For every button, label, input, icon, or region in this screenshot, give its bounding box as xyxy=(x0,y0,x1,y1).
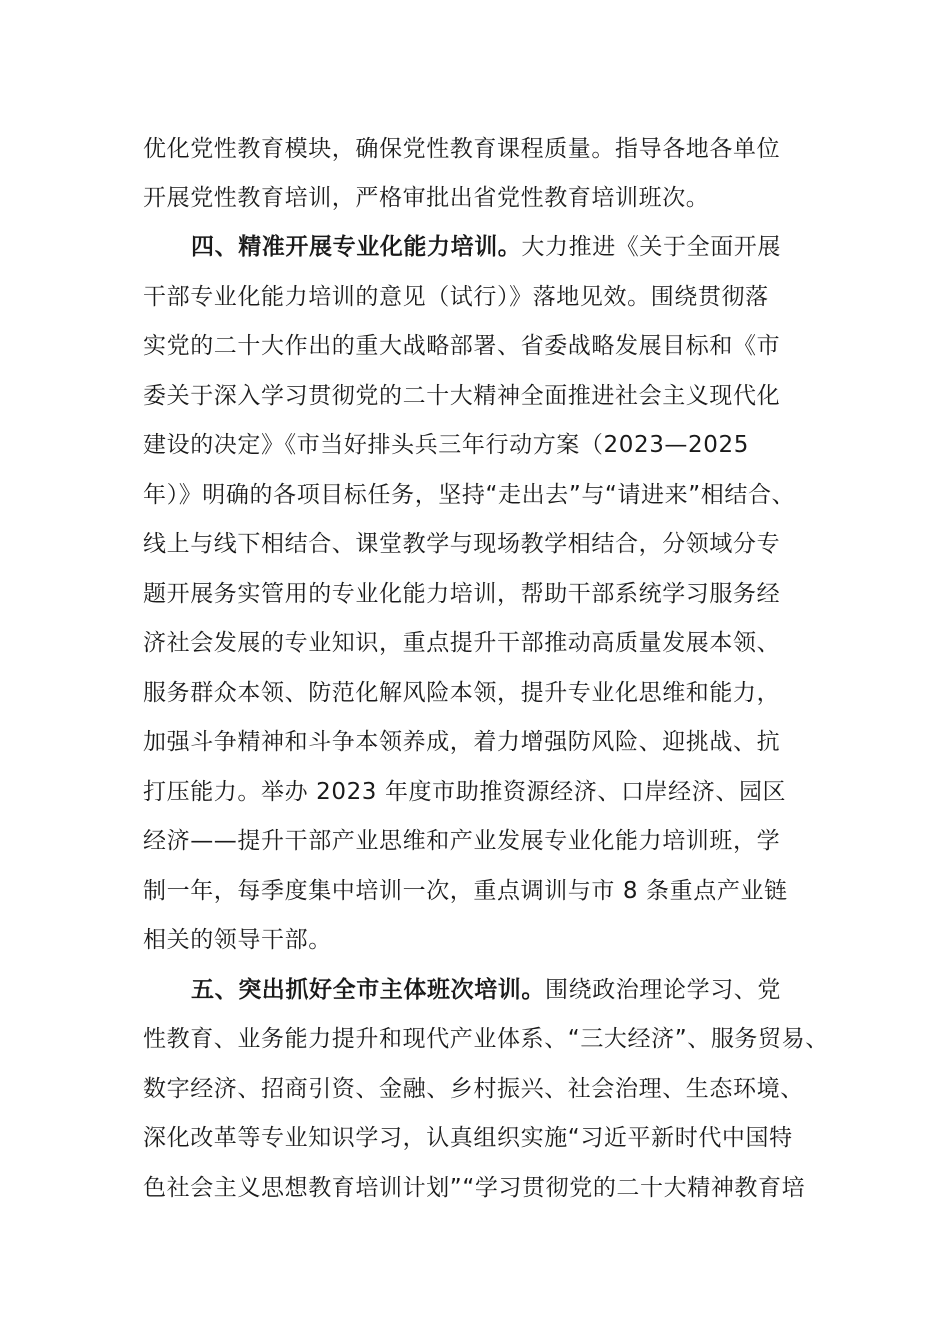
section-heading: 五、突出抓好全市主体班次培训。 xyxy=(191,977,545,1003)
paragraph-line: 打压能力。举办 2023 年度市助推资源经济、口岸经济、园区 xyxy=(143,779,787,805)
paragraph-line: 优化党性教育模块，确保党性教育课程质量。指导各地各单位 xyxy=(143,136,781,162)
paragraph-line: 性教育、业务能力提升和现代产业体系、“三大经济”、服务贸易、 xyxy=(143,1026,829,1052)
paragraph-line: 年）》明确的各项目标任务，坚持“走出去”与“请进来”相结合、 xyxy=(143,482,796,508)
paragraph-line xyxy=(191,974,781,1006)
paragraph-line: 制一年，每季度集中培训一次，重点调训与市 8 条重点产业链 xyxy=(143,878,788,904)
paragraph-line: 开展党性教育培训，严格审批出省党性教育培训班次。 xyxy=(143,185,710,211)
paragraph-line: 数字经济、招商引资、金融、乡村振兴、社会治理、生态环境、 xyxy=(143,1076,804,1102)
paragraph-line: 委关于深入学习贯彻党的二十大精神全面推进社会主义现代化 xyxy=(143,383,781,409)
paragraph-line: 干部专业化能力培训的意见（试行）》落地见效。围绕贯彻落 xyxy=(143,284,769,310)
section-heading: 四、精准开展专业化能力培训。 xyxy=(191,234,522,260)
paragraph-line: 线上与线下相结合、课堂教学与现场教学相结合，分领域分专 xyxy=(143,531,781,557)
paragraph-line: 加强斗争精神和斗争本领养成，着力增强防风险、迎挑战、抗 xyxy=(143,729,781,755)
paragraph-line: 相关的领导干部。 xyxy=(143,927,332,953)
paragraph-line: 建设的决定》《市当好排头兵三年行动方案（2023—2025 xyxy=(143,432,749,458)
paragraph-line: 经济——提升干部产业思维和产业发展专业化能力培训班，学 xyxy=(143,828,781,854)
paragraph-line: 色社会主义思想教育培训计划”“学习贯彻党的二十大精神教育培 xyxy=(143,1175,806,1201)
paragraph-line: 实党的二十大作出的重大战略部署、省委战略发展目标和《市 xyxy=(143,333,781,359)
paragraph-line: 服务群众本领、防范化解风险本领，提升专业化思维和能力， xyxy=(143,680,781,706)
paragraph-line: 深化改革等专业知识学习，认真组织实施“习近平新时代中国特 xyxy=(143,1125,793,1151)
paragraph-line: 题开展务实管用的专业化能力培训，帮助干部系统学习服务经 xyxy=(143,581,781,607)
paragraph-line xyxy=(191,231,781,263)
paragraph-text: 大力推进《关于全面开展 xyxy=(521,234,782,260)
paragraph-text: 围绕政治理论学习、党 xyxy=(545,977,781,1003)
paragraph-line: 济社会发展的专业知识，重点提升干部推动高质量发展本领、 xyxy=(143,630,781,656)
